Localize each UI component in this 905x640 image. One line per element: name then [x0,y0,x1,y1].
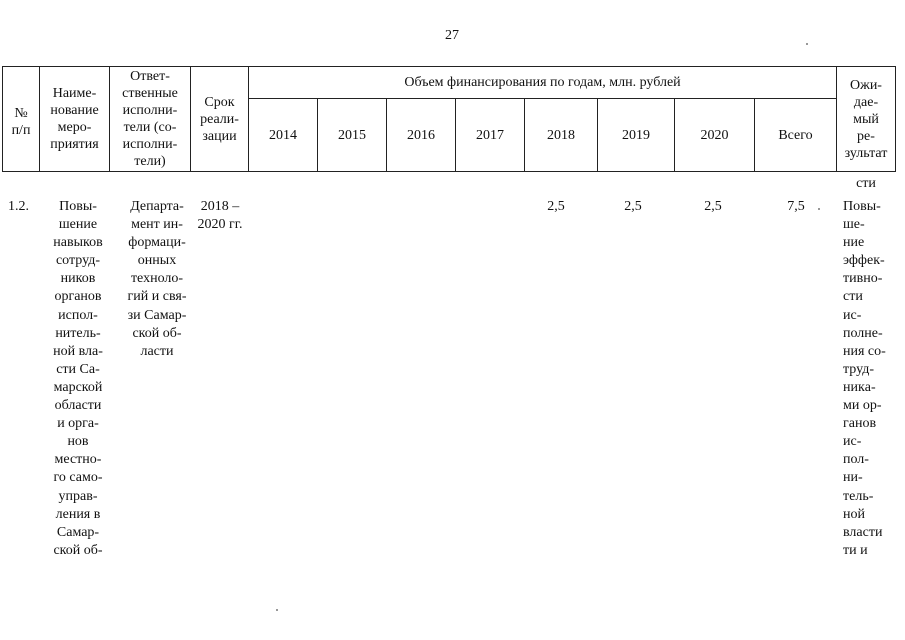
text-line: полне- [843,325,883,341]
text-line: тель- [843,488,874,504]
scan-speck [276,609,278,611]
text-line: ления в [55,506,101,522]
text-line: онных [137,253,177,269]
text-line: 2018 – [200,199,240,214]
text-line: марской [53,379,103,395]
header-finance: Объем финансирования по годам, млн. рублей [249,67,837,99]
value-2019: 2,5 [624,199,642,214]
text-line: мент ин- [131,217,183,233]
text-line: ников [60,271,96,287]
text-line: власти [843,524,883,540]
text-line: ной вла- [53,343,103,359]
text-line: Департа- [130,199,184,214]
text-line: ми ор- [843,398,882,414]
header-responsible: Ответ- ственные исполни- тели (со- исполни- тели) [110,67,191,172]
header-table [2,66,896,172]
text-line: ше- [843,217,865,233]
text-line: ни- [843,470,863,486]
text-line: ной [843,506,865,522]
text-line: ской об- [53,542,103,558]
text-line: шение [58,217,98,233]
text-line: органов [54,289,102,305]
text-line: сотруд- [55,253,101,269]
implementation-term [190,198,250,234]
text-line: сти Са- [56,361,100,377]
scan-speck [806,43,808,45]
year-total: Всего [755,99,837,172]
text-line: ние [843,235,865,251]
text-line: Повы- [843,199,881,214]
year-2020: 2020 [675,99,755,172]
text-line: управ- [58,488,98,504]
text-line: формаци- [128,235,186,251]
year-2014: 2014 [249,99,318,172]
text-line: ния со- [843,343,886,359]
result-header-tail: сти [856,176,876,191]
text-line: го само- [53,470,103,486]
expected-result [843,198,901,560]
text-line: испол- [58,307,98,323]
text-line: нитель- [55,325,101,341]
text-line: местно- [54,452,102,468]
text-line: Повы- [59,199,97,214]
page-number: 27 [445,28,459,43]
header-term: Срок реали- зации [191,67,249,172]
text-line: 2020 гг. [197,217,243,233]
header-name: Наиме- нование меро- приятия [40,67,110,172]
year-2016: 2016 [387,99,456,172]
text-line: ласти [140,343,174,359]
year-2019: 2019 [598,99,675,172]
text-line: гий и свя- [127,289,187,305]
text-line: ис- [843,307,862,323]
header-result: Ожи- дае- мый ре- зультат [837,67,896,172]
text-line: ти и [843,542,868,558]
value-2018: 2,5 [547,199,565,214]
text-line: труд- [843,361,875,377]
text-line: сти [843,289,863,305]
value-total: 7,5 [787,199,805,214]
text-line: техноло- [130,271,184,287]
text-line: пол- [843,452,869,468]
row-number: 1.2. [8,199,29,214]
year-2018: 2018 [525,99,598,172]
text-line: ис- [843,434,862,450]
text-line: Самар- [56,524,100,540]
text-line: ской об- [132,325,182,341]
text-line: зи Самар- [127,307,187,323]
value-2020: 2,5 [704,199,722,214]
year-2015: 2015 [318,99,387,172]
text-line: нов [67,434,89,450]
text-line: ганов [843,416,877,432]
text-line: и орга- [57,416,99,432]
header-num: № п/п [3,67,40,172]
text-line: никa- [843,379,876,395]
text-line: тивно- [843,271,883,287]
year-2017: 2017 [456,99,525,172]
responsible-executors [116,198,198,361]
text-line: эффек- [843,253,885,269]
text-line: области [54,398,102,414]
scan-speck [818,208,820,210]
text-line: навыков [53,235,103,251]
measure-name [46,198,110,560]
